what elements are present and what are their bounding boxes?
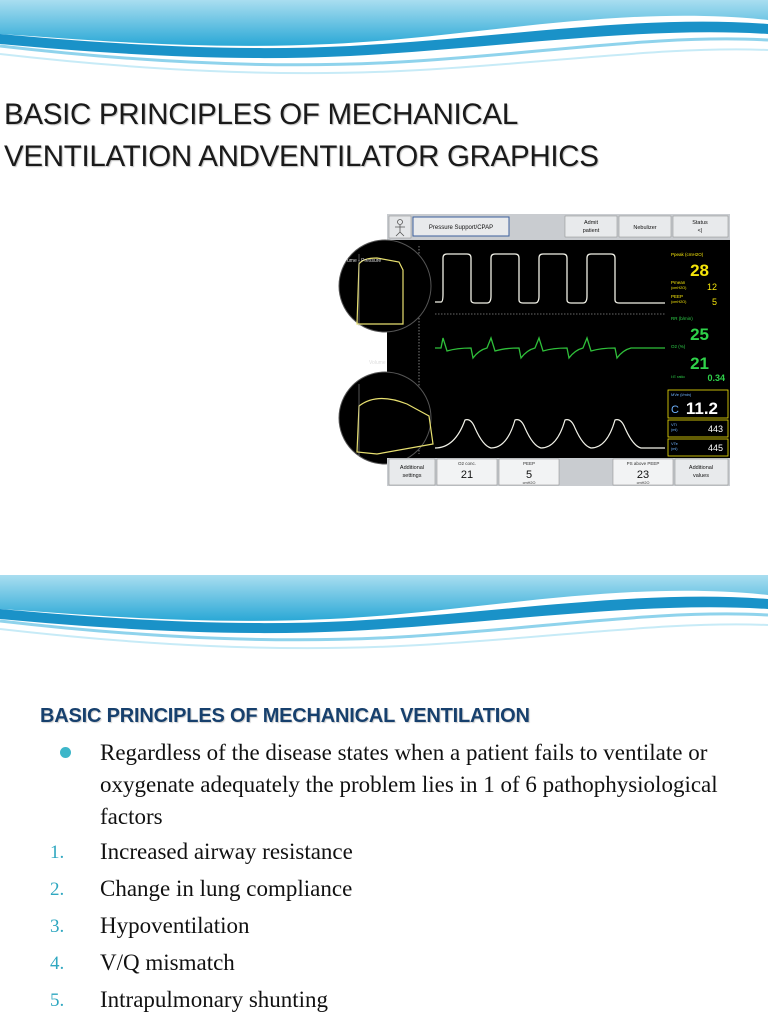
list-item [0, 833, 768, 870]
peep-setting-label: PEEP [522, 461, 536, 466]
ps-value: 23 [636, 469, 650, 481]
list-item [0, 907, 768, 944]
pmean-value: 12 [706, 282, 717, 292]
peep-readout-label: PEEP [671, 294, 684, 299]
list-item-text: Increased airway resistance [100, 839, 353, 864]
o2-readout-value: 21 [690, 354, 709, 373]
slide-2-content [0, 737, 768, 1018]
list-item-text: Intrapulmonary shunting [100, 987, 329, 1012]
ie-ratio-value: 0.34 [707, 373, 725, 383]
header-wave-decoration [0, 565, 768, 665]
factor-list [0, 833, 768, 1018]
additional-settings-button[interactable] [389, 459, 435, 485]
vte-value: 445 [707, 443, 723, 453]
pmean-label: Pmean [671, 280, 686, 285]
admit-label-1: Admit [583, 220, 599, 226]
additional-settings-label-2: settings [402, 473, 422, 479]
additional-values-label-2: values [693, 473, 709, 479]
list-item-number: 1. [50, 842, 65, 863]
list-item-number: 5. [50, 990, 65, 1011]
list-item-text: V/Q mismatch [100, 950, 235, 975]
ppeak-value: 28 [690, 261, 709, 280]
bullet-dot-icon [60, 747, 71, 758]
peep-setting-value: 5 [525, 469, 533, 481]
vte-unit: (ml) [671, 447, 678, 451]
title-line-1: BASIC PRINCIPLES OF MECHANICAL [4, 98, 518, 131]
o2-readout-label: O2 (%) [671, 344, 686, 349]
status-label-2: <| [697, 228, 703, 234]
admit-label-2: patient [582, 228, 600, 234]
additional-settings-label-1: Additional [399, 465, 425, 471]
list-item [0, 981, 768, 1018]
pmean-unit: (cmH2O) [671, 286, 687, 290]
header-wave-decoration [0, 0, 768, 90]
vti-value: 443 [707, 424, 723, 434]
title-line-2: VENTILATION ANDVENTILATOR GRAPHICS [4, 140, 599, 173]
mve-value: 11.2 [685, 399, 718, 418]
list-item [0, 944, 768, 981]
peep-readout-unit: (cmH2O) [671, 300, 687, 304]
peep-readout-value: 5 [711, 297, 717, 307]
loop-bottom-label: Volume [369, 360, 386, 366]
rr-label: RR (b/min) [671, 316, 693, 321]
ie-ratio-label: I:E ratio [671, 374, 685, 379]
vti-label: VTi [671, 422, 677, 427]
slide-1-title [4, 94, 764, 178]
rr-value: 25 [690, 325, 709, 344]
mode-button-label: Pressure Support/CPAP [428, 225, 494, 231]
intro-bullet-text: Regardless of the disease states when a patient fails to ventilate or oxygenate adequately the problem lies in 1 of 6 pathophysiological factors [100, 740, 718, 829]
ps-label: PS above PEEP [626, 461, 660, 466]
list-item-text: Hypoventilation [100, 913, 250, 938]
vte-label: VTe [671, 441, 678, 446]
list-item [0, 870, 768, 907]
additional-values-button[interactable] [675, 459, 728, 485]
status-label-1: Status [692, 220, 708, 226]
o2-conc-label: O2 conc. [457, 461, 477, 466]
ppeak-label: Ppeak (cmH2O) [671, 252, 704, 257]
additional-values-label-1: Additional [688, 465, 714, 471]
slide-2-heading: BASIC PRINCIPLES OF MECHANICAL VENTILATION [40, 705, 530, 727]
mve-prefix: C [671, 404, 679, 416]
loop-top-label: ume - Pressure [347, 258, 382, 264]
list-item-text: Change in lung compliance [100, 876, 353, 901]
slide-2 [0, 565, 768, 1024]
vti-unit: (ml) [671, 428, 678, 432]
mve-label: MVe (l/min) [671, 392, 692, 397]
ventilator-monitor-screenshot [337, 214, 730, 486]
list-item-number: 3. [50, 916, 65, 937]
list-item-number: 2. [50, 879, 65, 900]
list-item-number: 4. [50, 953, 65, 974]
o2-conc-value: 21 [460, 469, 474, 481]
peep-setting-unit: cmH2O [522, 481, 536, 485]
ps-unit: cmH2O [636, 481, 650, 485]
nebulizer-label: Nebulizer [633, 225, 657, 231]
intro-bullet [0, 737, 730, 833]
